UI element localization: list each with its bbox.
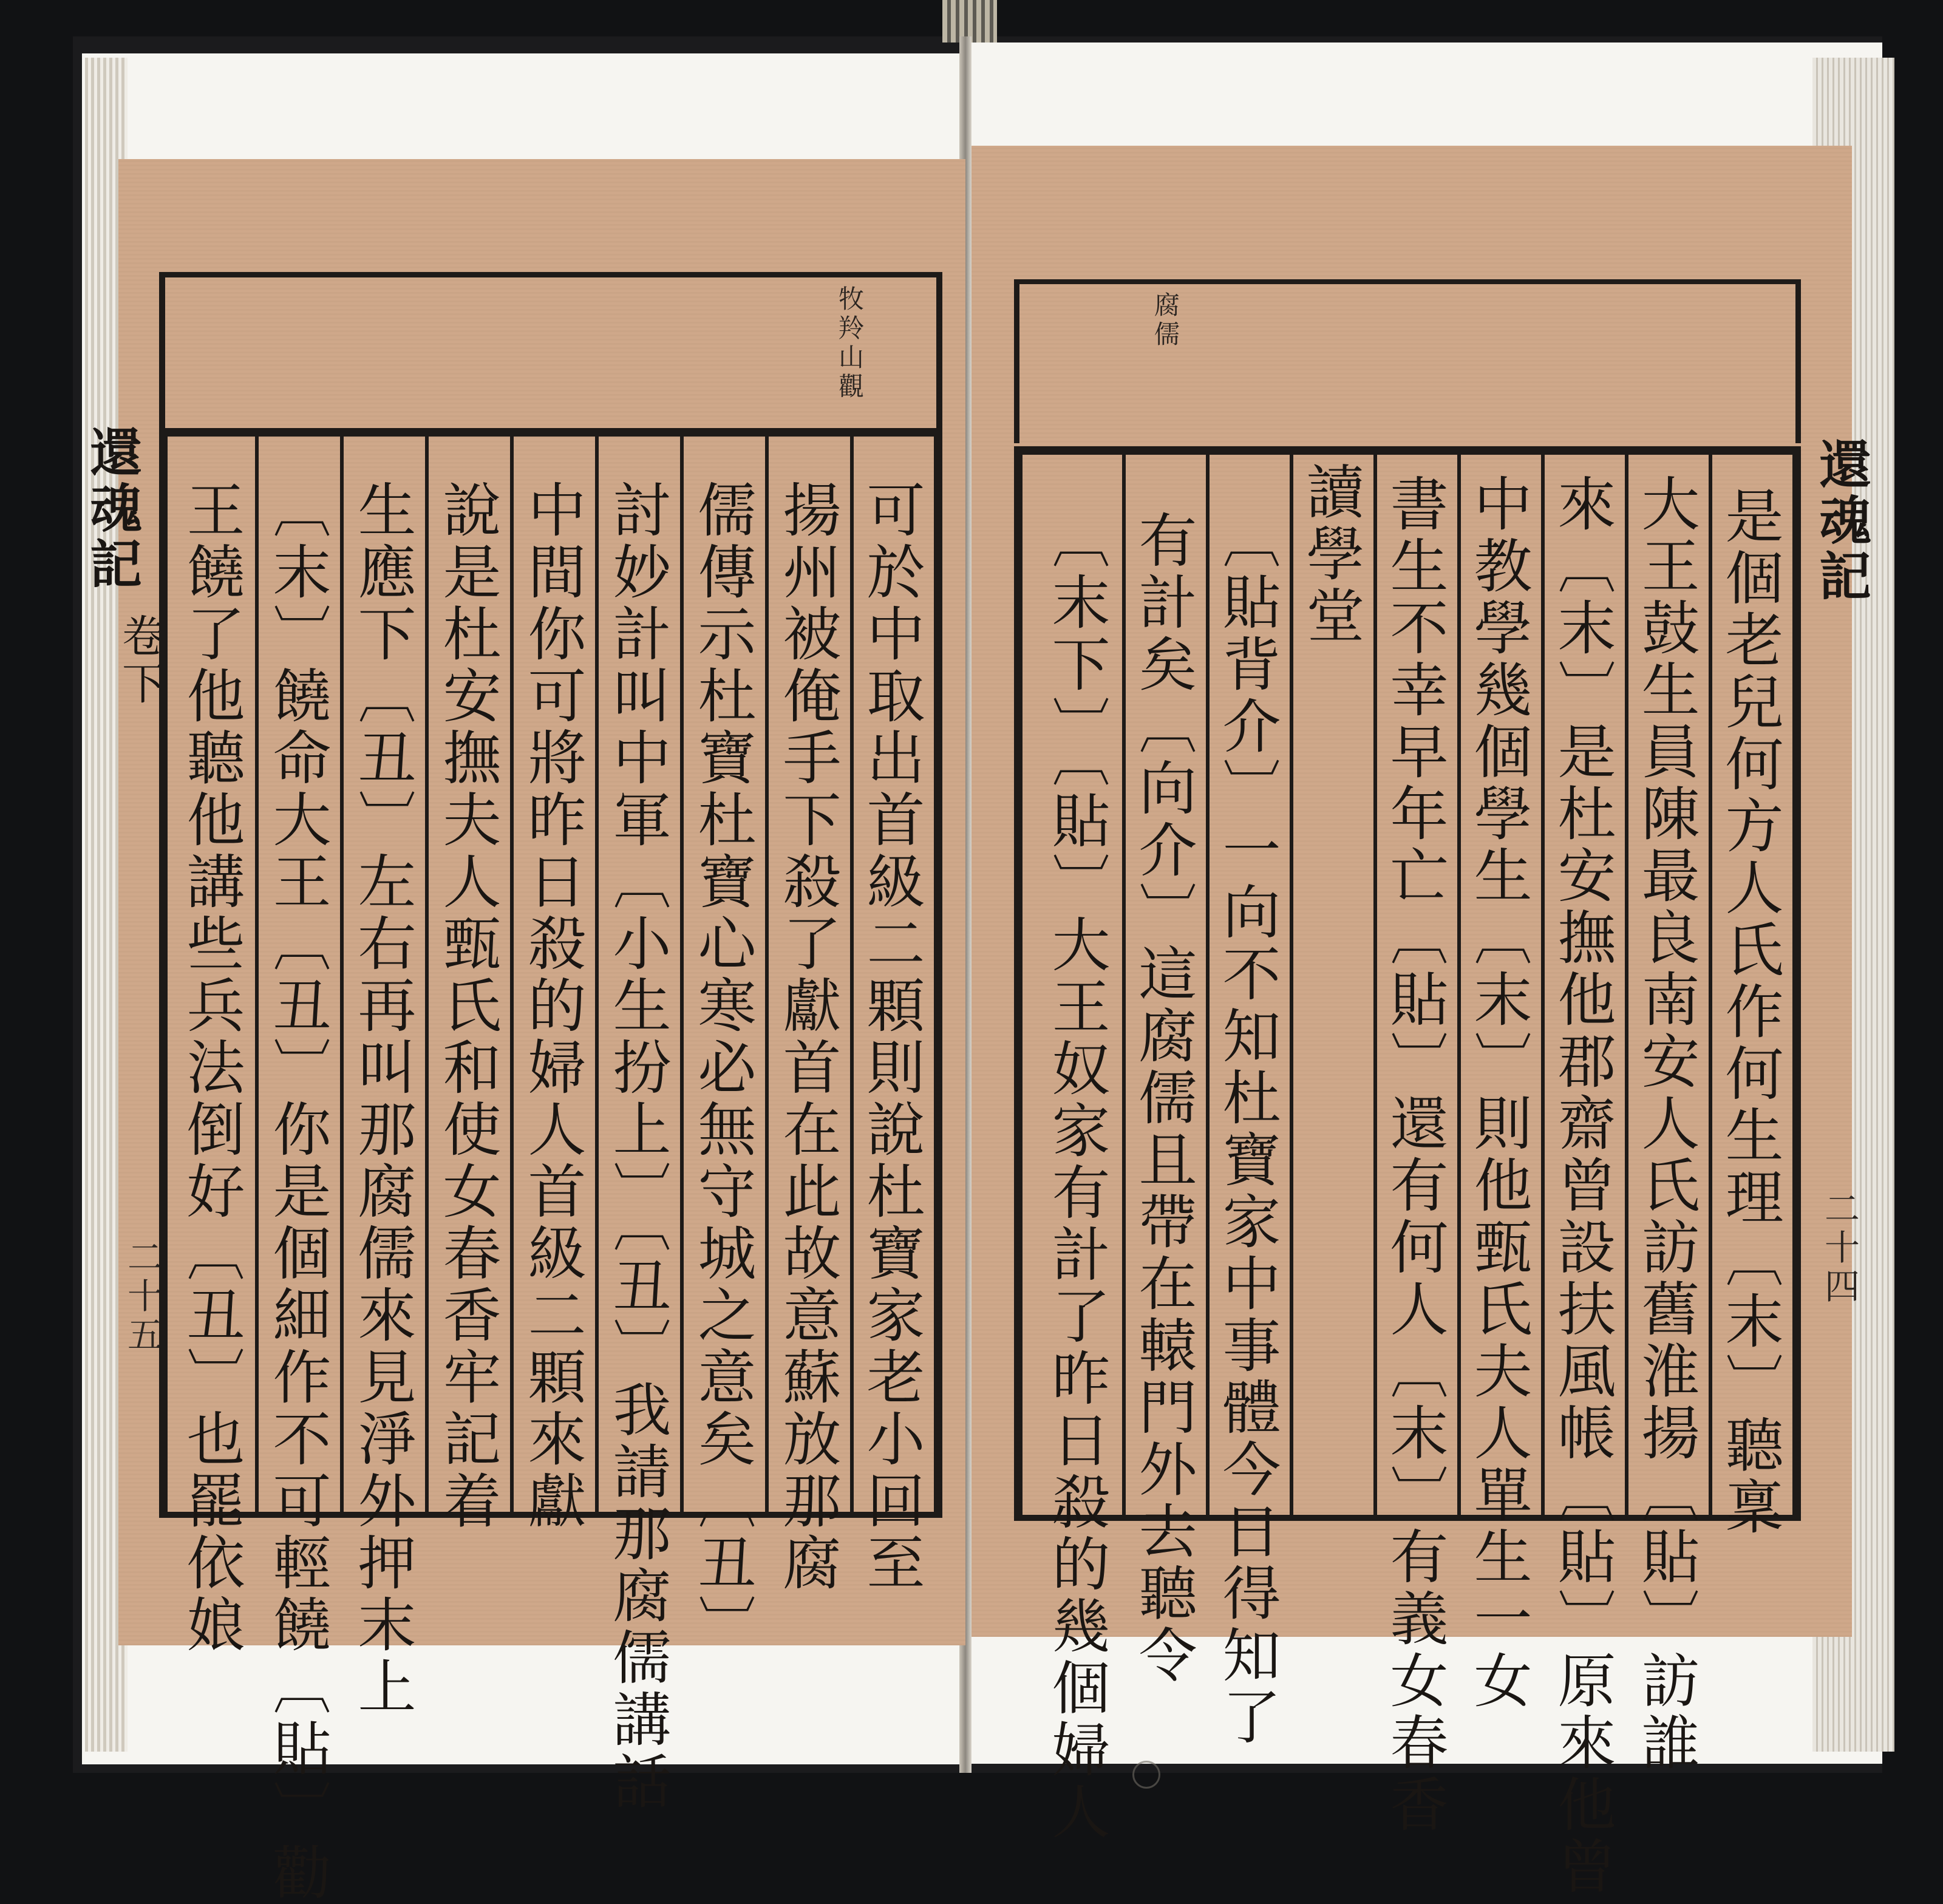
text-column: 中間你可將昨日殺的婦人首級二顆來獻 (519, 480, 587, 1532)
right-header-text: 腐儒 (1151, 291, 1180, 350)
right-page-number: 二十四 (1819, 1190, 1860, 1307)
text-column: 是個老兒何方人氏作何生理〔末〕聽稟 (1716, 486, 1784, 1538)
text-column: 說是杜安撫夫人甄氏和使女春香牢記着 (434, 480, 502, 1532)
column-rule (1541, 450, 1545, 1519)
column-rule (510, 432, 514, 1516)
text-column: 討妙計叫中軍〔小生扮上〕〔丑〕我請那腐儒講話 (604, 480, 672, 1813)
column-rule (680, 432, 684, 1516)
column-rule (1709, 450, 1712, 1519)
column-rule (1457, 450, 1461, 1519)
column-rule (340, 432, 344, 1516)
text-column: 〔末〕饒命大王〔丑〕你是個細作不可輕饒〔貼〕勸 (264, 480, 332, 1904)
column-rule (1206, 450, 1210, 1519)
right-header-frame (1014, 279, 1801, 443)
left-header-frame (159, 272, 942, 436)
text-column: 中教學幾個學生〔末〕則他甄氏夫人單生一女 (1465, 474, 1533, 1712)
text-column: 〔末下〕〔貼〕大王奴家有計了昨日殺的幾個婦人 (1043, 510, 1111, 1843)
text-column: 可於中取出首級二顆則說杜寶家老小回至 (857, 480, 925, 1594)
column-rule (850, 432, 854, 1516)
column-rule (1373, 450, 1377, 1519)
text-column: 來〔末〕是杜安撫他郡齋曾設扶風帳〔貼〕原來他曾 (1548, 474, 1616, 1898)
left-page-number: 二十五 (121, 1239, 163, 1355)
text-column: 儒傳示杜寶杜寶心寒必無守城之意矣〔丑〕 (689, 480, 757, 1656)
column-rule (425, 432, 429, 1516)
left-margin-title: 還魂記 (81, 425, 142, 593)
text-column: 書生不幸早年亡〔貼〕還有何人〔末〕有義女春香 (1381, 474, 1449, 1836)
left-header-text: 牧羚山觀 (835, 285, 865, 402)
column-rule (1290, 450, 1293, 1519)
text-column: 有計矣〔向介〕這腐儒且帶在轅門外去聽令 (1129, 510, 1197, 1687)
column-rule (1122, 450, 1126, 1519)
text-column: 揚州被俺手下殺了獻首在此故意蘇放那腐 (774, 480, 842, 1594)
text-column: 生應下〔丑〕左右再叫那腐儒來見淨外押末上 (349, 480, 417, 1718)
column-rule (595, 432, 599, 1516)
library-seal-icon (1132, 1761, 1160, 1789)
right-margin-title: 還魂記 (1810, 437, 1871, 605)
column-rule (1625, 450, 1628, 1519)
column-rule (765, 432, 769, 1516)
left-juan-label: 卷下 (115, 613, 166, 708)
text-column: 王饒了他聽他講些兵法倒好〔丑〕也罷依娘 (177, 480, 245, 1656)
text-column: 讀學堂 (1297, 461, 1365, 647)
text-column: 大王鼓生員陳最良南安人氏訪舊淮揚〔貼〕訪誰 (1632, 474, 1700, 1774)
column-rule (255, 432, 259, 1516)
text-column: 〔貼背介〕一向不知杜寶家中事體今日得知了 (1213, 510, 1281, 1749)
